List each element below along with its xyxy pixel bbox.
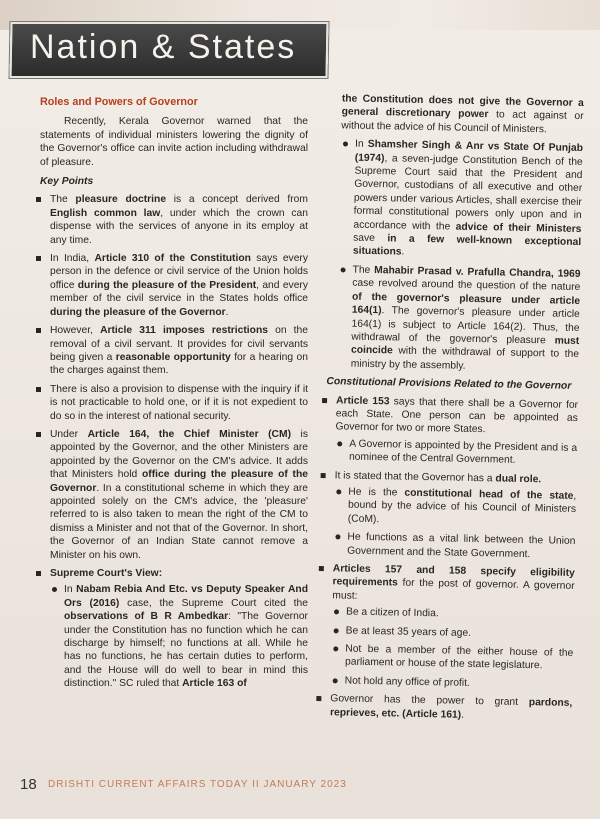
section-title: Roles and Powers of Governor (40, 96, 198, 108)
sub-list (335, 437, 577, 468)
intro-paragraph: Recently, Kerala Governor warned that the statements of individual ministers lowering the dignity of the Governor's office can invite action including withdrawal of pleasure. (40, 116, 308, 168)
list-item: Article 153 says that there shall be a Governor for each State. One person can be appointed as Governor for two or more States. A Governor is appointed by the President and is a nominee of the Central Government. (315, 393, 578, 468)
list-item: The pleasure doctrine is a concept derived from English common law, under which the crown can dispense with the services of anyone in its employ at any time. (30, 193, 308, 247)
list-item: In India, Article 310 of the Constitution says every person in the defence or civil service of the Union holds office during the pleasure of the President, and every member of the civil service in the States holds office during the pleasure of the Governor. (30, 252, 308, 319)
sub-list-item: In Nabam Rebia And Etc. vs Deputy Speaker And Ors (2016) case, the Supreme Court cited the observations of B R Ambedkar: "The Governor under the Constitution has no function which he can discharge by himself; no functions at all. While he has no functions, he has certain duties to perform, and the House will do well to bear in mind this distinction." SC ruled that Article 163 of (50, 583, 308, 690)
sub-list (333, 485, 576, 562)
sub-list-item: Not be a member of the either house of the parliament or house of the state legislature. (331, 642, 573, 673)
sub-list-item: Be a citizen of India. (332, 606, 574, 624)
constitutional-provisions-heading: Constitutional Provisions Related to the Governor (326, 376, 572, 392)
page-number: 18 (20, 776, 37, 793)
list-item: However, Article 311 imposes restrictions on the removal of a civil servant. It provides for civil servants being given a reasonable opportunity for a hearing on the charges against them. (30, 324, 308, 378)
footer-text: DRISHTI CURRENT AFFAIRS TODAY II JANUARY 2023 (48, 779, 347, 790)
sub-list-item: He is the constitutional head of the state, bound by the advice of his Council of Ministers (CoM). (334, 485, 577, 530)
right-column (310, 92, 584, 729)
list-item: Supreme Court's View: In Nabam Rebia And Etc. vs Deputy Speaker And Ors (2016) case, the Supreme Court cited the observations of B R Ambedkar: "The Governor under the Constitution has no function which he can discharge by himself; no functions at all. While he has no functions, he has certain duties to perform, and the House will do well to bear in mind this distinction." SC ruled that Article 163 of (30, 567, 308, 691)
list-item: There is also a provision to dispense with the inquiry if it is not practicable to hold one, or if it is not expedient to do so in the interest of national security. (30, 383, 308, 423)
key-points-list (30, 193, 308, 690)
list-item: Articles 157 and 158 specify eligibility requirements for the post of governor. A governor must: Be a citizen of India. Be at least 35 years of age. Not be a member of the either house of the parliament or house of the state legislature. Not hold any office of profit. (311, 562, 575, 692)
sub-list-item: A Governor is appointed by the President and is a nominee of the Central Government. (335, 437, 577, 468)
sub-list-item: Be at least 35 years of age. (332, 624, 574, 642)
key-points-heading: Key Points (40, 176, 94, 188)
page-title: Nation & States (30, 28, 297, 66)
provisions-list (310, 393, 578, 724)
list-item: Governor has the power to grant pardons, reprieves, etc. (Article 161). (310, 692, 572, 724)
list-item: Under Article 164, the Chief Minister (CM) is appointed by the Governor, and the other Ministers are appointed by the Governor on the CM's advice. It adds that Ministers hold office during the pleasure of the Governor. In a constitutional scheme in which they are appointed solely on the CM's advice, the 'pleasure' referred to is also taken to mean the right of the CM to dismiss a Minister and not that of the Governor. In short, the Governor of an Indian State cannot remove a Minister on his own. (30, 428, 308, 562)
sub-list (50, 583, 308, 690)
sub-list (331, 606, 575, 693)
left-column (30, 96, 308, 696)
sub-list-item: He functions as a vital link between the Union Government and the State Government. (333, 530, 575, 561)
sub-list-item: The Mahabir Prasad v. Prafulla Chandra, 1969 case revolved around the question of the nature of the governor's pleasure under article 164(1). The governor's pleasure under article 164(1) is subject to Article 164(2). Thus, the withdrawal of the governor's pleasure must coincide with the withdrawal of support to the ministry by the assembly. (337, 263, 581, 375)
sub-list-item: In Shamsher Singh & Anr vs State Of Punjab (1974), a seven-judge Constitution Bench of the Supreme Court said that the President and Governor, custodians of all executive and other powers under various Articles, shall exercise their formal constitutional powers only upon and in accordance with the advice of their Ministers save in a few well-known exceptional situations. (339, 138, 583, 263)
list-item: It is stated that the Governor has a dual role. He is the constitutional head of the state, bound by the advice of his Council of Ministers (CoM). He functions as a vital link between the Union Government and the State Government. (313, 468, 577, 561)
case-list (337, 138, 583, 376)
sub-list-item: Not hold any office of profit. (331, 674, 573, 692)
continued-text: the Constitution does not give the Governor a general discretionary power to act against or without the advice of his Council of Ministers. (341, 93, 584, 136)
